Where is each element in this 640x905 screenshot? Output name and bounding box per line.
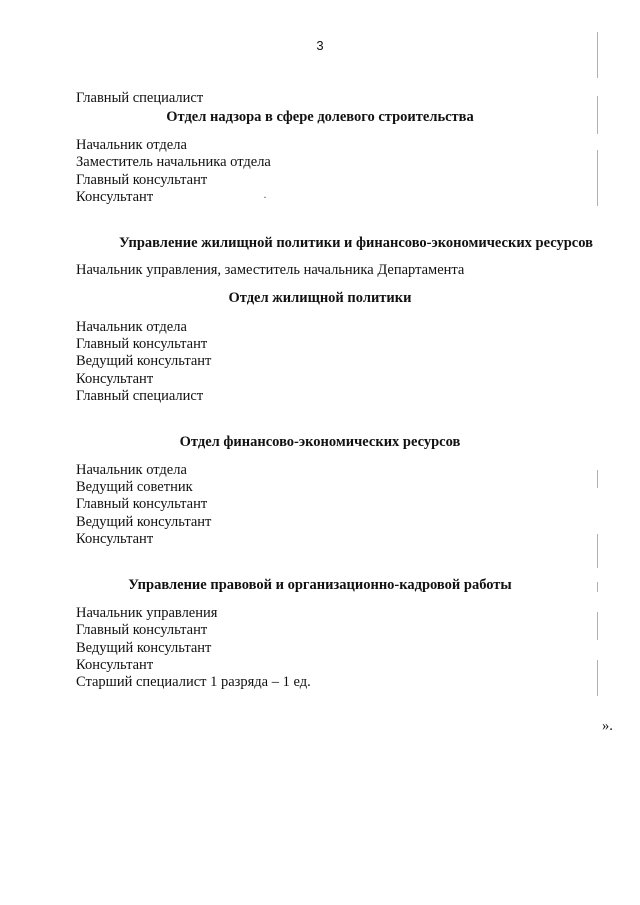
position-line: Старший специалист 1 разряда – 1 ед. xyxy=(76,674,311,690)
position-line: Начальник управления, заместитель начальника Департамента xyxy=(76,262,465,278)
scan-speck: · xyxy=(263,190,267,204)
scan-edge-mark xyxy=(597,582,598,592)
scan-edge-mark xyxy=(597,150,598,206)
page-number: 3 xyxy=(316,38,324,53)
position-line: Начальник отдела xyxy=(76,462,187,478)
position-line: Главный консультант xyxy=(76,336,208,352)
section-heading: Управление жилищной политики и финансово-экономических ресурсов xyxy=(119,235,593,251)
position-line: Консультант xyxy=(76,531,154,547)
scan-edge-mark xyxy=(597,96,598,134)
position-line: Начальник отдела xyxy=(76,319,187,335)
position-line: Главный консультант xyxy=(76,622,208,638)
position-line: Главный консультант xyxy=(76,172,208,188)
closing-quote: ». xyxy=(602,718,613,734)
position-line: Заместитель начальника отдела xyxy=(76,154,271,170)
position-line: Консультант xyxy=(76,189,154,205)
section-heading: Отдел надзора в сфере долевого строительства xyxy=(166,109,474,125)
position-line: Консультант xyxy=(76,657,154,673)
scan-edge-mark xyxy=(597,612,598,640)
section-heading: Отдел финансово-экономических ресурсов xyxy=(179,434,461,450)
position-line: Главный консультант xyxy=(76,496,208,512)
scan-edge-mark xyxy=(597,470,598,488)
position-line: Ведущий советник xyxy=(76,479,193,495)
position-line: Ведущий консультант xyxy=(76,353,212,369)
position-line: Консультант xyxy=(76,371,154,387)
position-line: Главный специалист xyxy=(76,388,204,404)
scan-edge-mark xyxy=(597,32,598,78)
scan-edge-mark xyxy=(597,534,598,568)
position-line: Главный специалист xyxy=(76,90,204,106)
scan-edge-mark xyxy=(597,660,598,696)
position-line: Начальник управления xyxy=(76,605,218,621)
position-line: Ведущий консультант xyxy=(76,514,212,530)
position-line: Начальник отдела xyxy=(76,137,187,153)
section-heading: Отдел жилищной политики xyxy=(228,290,412,306)
section-heading: Управление правовой и организационно-кадровой работы xyxy=(128,577,512,593)
position-line: Ведущий консультант xyxy=(76,640,212,656)
